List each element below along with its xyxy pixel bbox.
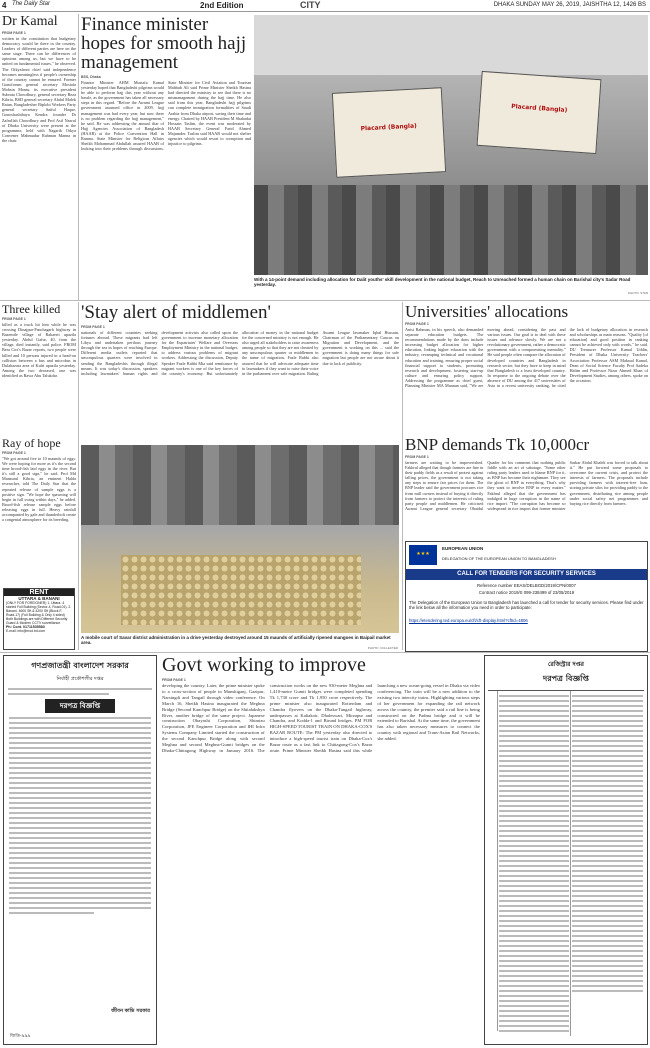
eu-line2: DELEGATION OF THE EUROPEAN UNION TO BANGLADESH	[442, 556, 556, 561]
article-body: Finance Minister AHM Mustafa Kamal yesterday hoped that Bangladeshi pilgrims would be able to perform hajj this year without any hassle, as the government has taken all necessary steps in this regard. "Before the Awami League government assumed office in 2009, hajj management was bad every year, but now there is no problem regarding the hajj management," he said. He was addressing the annual iftar of Hajj Agencies Association of Bangladesh (HAAB) at the Police Convention Hall in Ramna. State Minister for Religious Affairs Sheikh Mohammad Abdullah assured HAAB of looking into their problems through discussions. State Minister for Civil Aviation and Tourism Mahbub Ali said Prime Minister Sheikh Hasina had directed the ministry to see that there is no mismanagement during the hajj time. He also said from this year, Bangladeshi hajj pilgrims can complete immigration formalities of Saudi Arabia from Dhaka airport, saving their time and energy. Chaired by HAAB President M Shahadat Hossain Taslim, the event was moderated by HAAB Secretary General Farid Ahmed Majumder. Taslim said HAAB would not shelter agencies which would resort to corruption and injustice to pilgrims.	[81, 80, 251, 152]
article-body: Anisi Rahman, in his speech, also demanded separate education budgets. The recommendations made by the dons include increasing budget allocation for higher education, linking higher education with the industry, revamping technical and vocational education and training, ensuring proper social financial support to students, promoting research and development, fostering start-up culture and ensuring policy support. Addressing the programme as chief guest, Planning Minister MA Mannan said, "We are moving ahead, considering the past and various issues. Our goal is to deal with these issues and advance slowly. We are not a revolutionary government, rather a democratic government with a compromising mentality." He said people often compare the allocation of developed countries and Bangladesh in research sector, but they have to keep in mind that Bangladesh is a least developed country. In response to the ongoing debate over the absence of DU among the 417 universities of Asia in a recent university ranking, he cited the lack of budgetary allocation in research and scholarships as main reasons. "Quality [of education] and good position in ranking cannot be achieved only with words," he said. DU Treasurer Professor Kamal Uddin, President of Dhaka University Teachers' Association Professor ASM Maksud Kamal, Dean of Social Science Faculty Prof Sadeka Halim and Professor Nizar Ahmed Khan of Development Studies, among others, spoke on the occasion.	[405, 327, 648, 389]
placard-right: Placard (Bangla)	[477, 71, 602, 154]
column-divider	[78, 302, 79, 650]
article-middlemen	[81, 303, 399, 443]
placard-left: Placard (Bangla)	[332, 87, 446, 178]
ad-phone: Ph: Cont. 01711535583	[6, 625, 45, 629]
article-headline: Ray of hope	[2, 437, 61, 450]
article-body: nationals of different countries seeking fortunes abroad. These migrants had left Libya and undertaken perilous journey through the sea in hopes of reaching Europe. Different media outlets reported that unscrupulous quarters were involved in sending the Bangladeshis through illegal means. It was today's discussion, speakers including lawmakers' human rights and development activists also called upon the government to increase monetary allocation for the Expatriates' Welfare and Overseas Employment Ministry in the national budget, to address various problems of migrant workers. Addressing the discussion, Deputy Speaker Fazle Rabbi Mia said remittance by migrant workers is one of the key forces of the country's economy. But unfortunately allocation of money in the national budget for the concerned ministry is not enough. He also urged all stakeholders to raise awareness among people so that they are not cheated by any unscrupulous quarter or middlemen in the name of migration. Fazle Rabbi also assured that he will advocate adequate time to lawmakers if they want to raise their voice in the parliament over safe migration. Ruling Awami League lawmaker Iqbal Hussain, Chairman of the Parliamentary Caucus on Migration and Development, and the government is working on this ... said the government is doing many things for safe migration but people are not aware about it due to lack of publicity.	[81, 330, 399, 376]
photo-people	[81, 445, 399, 525]
photo-sky	[254, 15, 648, 75]
mango-photo	[81, 445, 399, 633]
article-dateline: FROM PAGE 1	[2, 451, 26, 455]
article-dateline: FROM PAGE 1	[405, 455, 429, 459]
article-dateline: FROM PAGE 1	[2, 317, 26, 321]
section-divider	[0, 652, 650, 653]
article-dateline: FROM PAGE 1	[2, 31, 26, 35]
masthead-logo: The Daily Star	[12, 1, 51, 7]
photo-mangoes	[121, 555, 361, 625]
tender-reference: Reference number EEAS/DELBGD/2019/CPN/0007	[477, 583, 576, 588]
notice-govt-title: গণপ্রজাতন্ত্রী বাংলাদেশ সরকার	[31, 661, 129, 670]
photo-credit: PHOTO: COLLECTED	[367, 646, 398, 650]
tender-link[interactable]: https://etendering.ted.europa.eu/cft/cft-display.html?cftId=4806	[409, 618, 528, 623]
notice-ref: জিডি-৯৯৯	[10, 1034, 31, 1039]
article-three-killed	[2, 303, 76, 433]
edition-label: 2nd Edition	[200, 1, 244, 10]
tender-body: The Delegation of the European Union to Bangladesh has launched a call for tender for security services. Please find under the link below all the information you need in order to participate:	[409, 600, 644, 611]
section-divider	[0, 300, 650, 301]
rent-advertisement	[3, 588, 75, 650]
article-body: developing the country. Later, the prime minister spoke to a cross-section of people in Munshiganj, Gazipur, Narsingdi and Tangail through video conference. On March 16, Sheikh Hasina inaugurated the Meghna Bridge (Second Kanchpur Bridge) on the Shitalakshya River, another bridge of the same project. Japanese construction Obayashi Corporation, Shimizu Corporation, JFE Engineer Corporation and IHI Infra Systems Company Limited started the construction of the second Kanchpur Bridge along with second Meghna and second Meghna-Gumti bridges on the Dhaka-Chittagong Highway in January 2016. The construction works on the new 930-meter Meghna and 1,410-metre Gumti bridges were completed spending Tk 1,730 crore and Tk 1,950 crore respectively. The prime minister also inaugurated Rotterdam and Chandra flyovers on the Dhaka-Tangail highway, underpasses at Kaliakoir, Dhaleswari, Mirzapur and Chandra, and Kodda-1 and Birund bridges. PM FOR HIGH-SPEED TOURIST TRAIN ON DHAKA-COX'S BAZAR ROUTE: The PM yesterday also directed to introduce a high-speed tourist train on Dhaka-Cox's Bazar route as a fast link to Chittagong-Cox's Bazar route. Prime Minister Sheikh Hasina said this while launching a new ocean-going vessel in Dhaka via video conferencing. The train will be a new addition to the existing two intercity trains. Highlighting various steps of her government for expanding the rail network across the country, the premier said a rail line is being constructed on the Padma bridge and it will be extended to Barishal. At the same time, the government has also taken necessary measures to connect the country with regional and Trans-Asian Rail Networks, she added.	[162, 683, 480, 753]
article-body: farmers are waiting to be impoverished. Fakhrul alleged that though farmers are fine in their paddy fields as a result of protest against falling prices, the government is not taking any steps to ensure fair prices for them. The BNP leader said the government procures rice from mill owners instead of buying it directly from farmers to protect the interests of ruling party people and middlemen. He criticised Awami League general secretary Obaidul Quader for his comment that nothing public fiddle with an art of sabotage. "Some other ruling party leaders used to blame BNP for it, as BNP has become their nightmare. They see the ghost of BNP in everything. That's why they want to involve BNP in every matter." Fakhrul alleged that the government has indulged in huge corruption in the name of rice import. "The corruption has become so widespread in rice import that former minister Sarkar Abdul Khalek was forced to talk about it." He put forward some proposals to overcome the current crisis, and protect the interests of farmers. The proposals include providing farmers with interest-free loan, storing private silos for providing paddy to the government, distributing rice among people under social safety net programmes and buying rice directly from farmers.	[405, 460, 648, 511]
eu-line1: EUROPEAN UNION	[442, 546, 484, 551]
article-headline: Three killed	[2, 303, 61, 316]
bangla-tender-notice-left	[3, 655, 157, 1045]
dateline-header: DHAKA SUNDAY MAY 26, 2019, JAISHTHA 12, 1426 BS	[493, 2, 646, 8]
article-headline: Finance minister hopes for smooth hajj management	[81, 15, 247, 73]
notice-title: দরপত্র বিজ্ঞপ্তি	[45, 699, 115, 713]
article-bnp	[405, 436, 648, 540]
article-dateline: FROM PAGE 1	[162, 678, 186, 682]
article-hajj	[81, 15, 251, 300]
eu-tender-notice	[405, 541, 648, 652]
photo-credit: PHOTO: STAR	[627, 291, 648, 295]
section-label: CITY	[300, 0, 321, 10]
crowd	[254, 185, 648, 275]
ad-title: RENT	[4, 589, 74, 596]
article-universities	[405, 303, 648, 433]
article-dateline: FROM PAGE 1	[405, 322, 429, 326]
article-body: written in the constitution that budgetary democracy would be there in the country. Leaders of different parties are here on the same stage. There can be differences of opinions among us, but we have to be united on fundamental issues," he observed. The Oikyafront chief said independence becomes meaningless if people's ownership of the country cannot be ensured. Former Gonoforum general secretary Mostafa Mohsin Montu, its executive president Subrata Chowdhury, general secretary Reza Kibria, BSD general secretary Abdul Malek Ratan, Bangladesher Biplobi Workers Party general secretary Saiful Haque, Gonoshashthaya Kendra founder Dr Zafrullah Chowdhury and Prof Asif Nazrul of Dhaka University were present at the programme, held with Nagarik Oikya Convener Mahmudur Rahman Manna in the chair.	[2, 36, 76, 143]
bangla-tender-notice-right	[484, 655, 648, 1045]
notice-title: দরপত্র বিজ্ঞপ্তি	[543, 674, 589, 683]
tender-band: CALL FOR TENDERS FOR SECURITY SERVICES	[406, 569, 647, 580]
article-headline: Govt working to improve	[162, 655, 366, 676]
article-dateline: FROM PAGE 1	[81, 325, 105, 329]
notice-title-top: রেজিস্ট্রার দপ্তর	[548, 661, 584, 668]
column-divider	[78, 14, 79, 300]
article-dr-kamal	[2, 15, 76, 300]
ad-email: E-mail: info@mod.bd.com	[6, 629, 46, 633]
ad-body: (ONLY FOR FOREIGNER) 1. Uttara- 4 storied Full Building (Sector-4, Road-01). 2. Banani- 4600 Sft & 4200 Sft (Block-F, Road-17) (Full Building & Only 4 sided) Both Buildings are with Different Security Guard & Modern CCTV surveillance.	[6, 601, 72, 625]
article-body: "We got around five to 10 maunds of eggs. We were hoping for more as it's the second time brood-fish laid eggs in the river. But it's still a good sign," he said. Prof Md Manzurul Kibria, an eminent Halda researcher, told The Daily Star that the repeated release of sample eggs is a positive sign. "We hope the spawning will begin in full swing within days," he added. Brood-fish release sample eggs before releasing eggs in full. Heavy rainfall accompanied by gale and thunderbolt create a congenial atmosphere for its breeding.	[2, 456, 76, 523]
article-headline: 'Stay alert of middlemen'	[81, 303, 271, 323]
article-body: killed as a truck hit him while he was crossing Dinajpur-Panchagarh highway in Bazemile village of Rakaerti upazila yesterday. Abdul Gafur, 40, from the village, died instantly, said police. FROM Bera Cox's Bazar reports, two people were killed and 10 persons injured in a head-on collision between a bus and microbus in Dulahazara area of Kulri upazila yesterday. Among the two deceased, one was identified as Rawa Abu Talukdar.	[2, 322, 76, 378]
ad-subtitle: UTTARA & BANANI	[18, 596, 60, 601]
photo-caption: With a 14-point demand including allocation for Dalit youths' skill development in the national budget, Reach to Unreached formed a human chain on Barishal city's Sadar Road yesterday.	[254, 277, 631, 288]
article-govt-working	[162, 655, 480, 1045]
protest-photo	[254, 15, 648, 275]
article-dateline: BSS, Dhaka	[81, 75, 101, 79]
tender-contract: Contract notice 2019/S 099-238499 of 23/05/2019	[478, 590, 575, 595]
article-headline: Dr Kamal	[2, 15, 58, 29]
page-header	[0, 0, 650, 12]
eu-flag-icon: ★★★	[409, 545, 437, 565]
column-divider	[402, 302, 403, 650]
notice-office: নির্বাহী প্রকৌশলীর দপ্তর	[56, 676, 104, 682]
article-ray-of-hope	[2, 437, 76, 587]
notice-signature: জীবন কান্তি সরকার	[111, 1008, 150, 1014]
photo-caption: A mobile court of Savar district administration in a drive yesterday destroyed around 15 maunds of artificially ripened mangoes in Baipail market area.	[81, 635, 391, 646]
article-headline: BNP demands Tk 10,000cr	[405, 436, 590, 454]
article-headline: Universities' allocations	[405, 303, 569, 321]
page-number: 4	[2, 1, 7, 10]
